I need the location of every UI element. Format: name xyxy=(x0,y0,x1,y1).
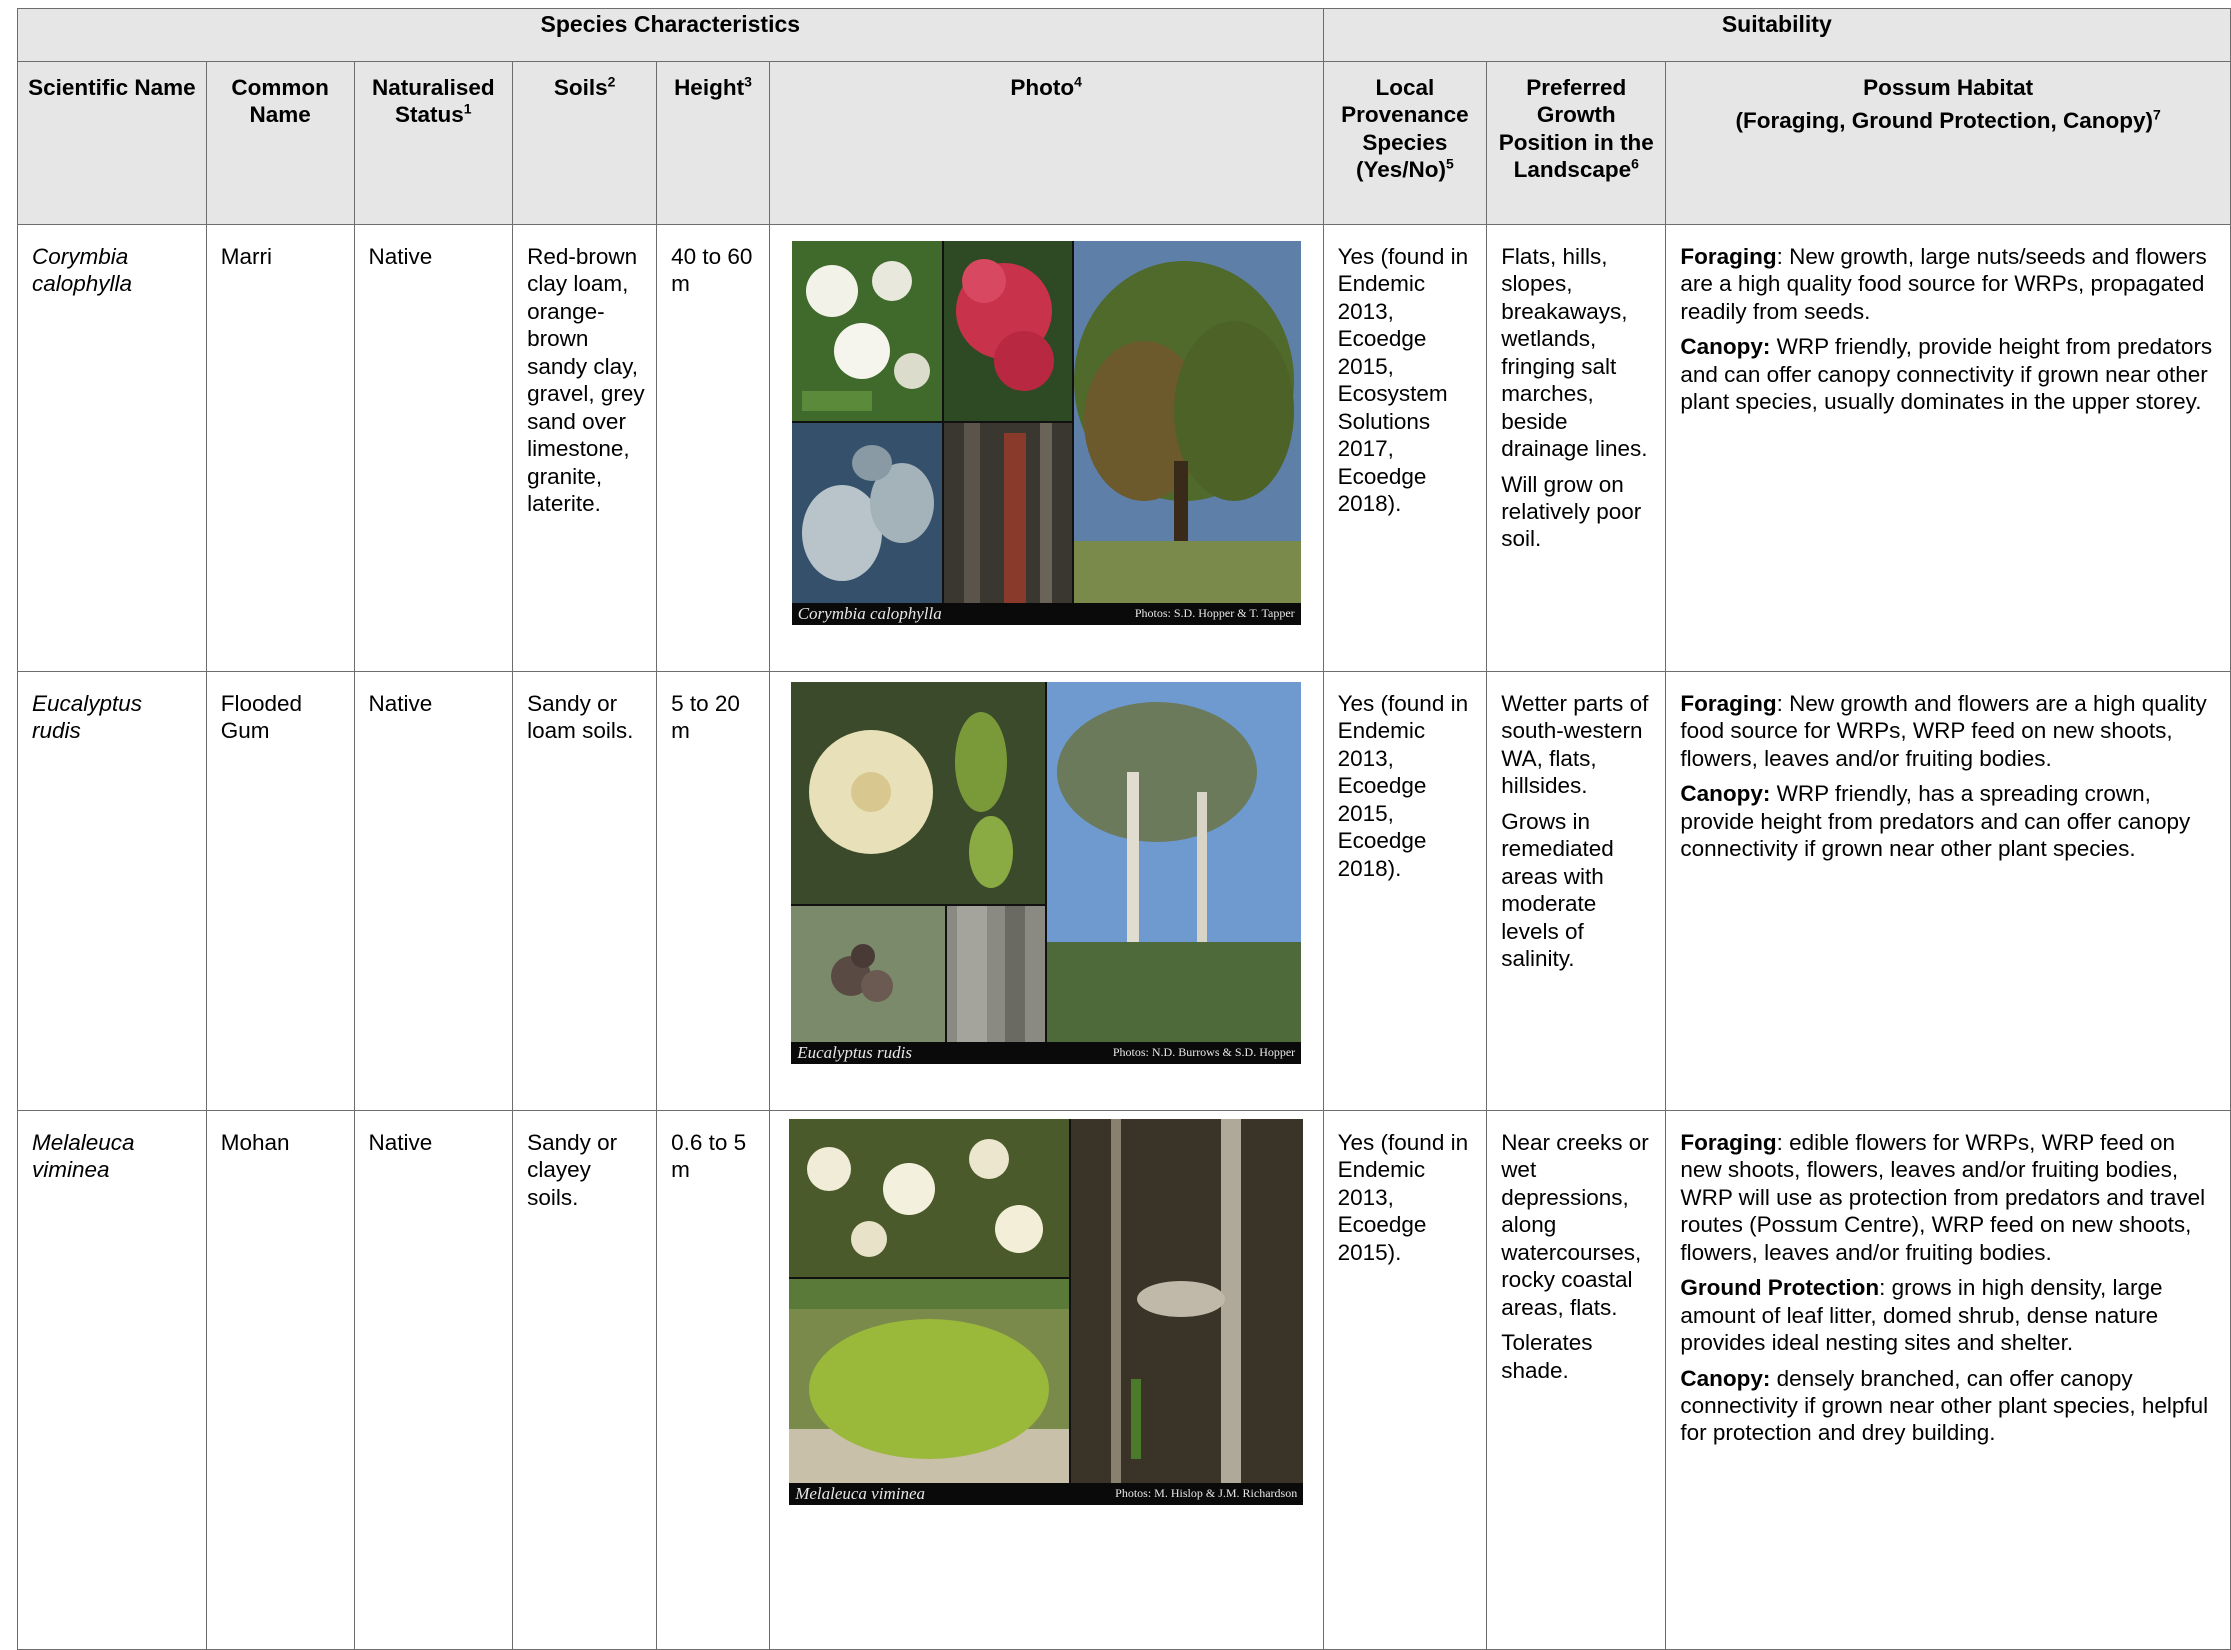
local-provenance-cell: Yes (found in Endemic 2013, Ecoedge 2015, Ecosystem Solutions 2017, Ecoedge 2018). xyxy=(1323,225,1487,672)
table-row xyxy=(18,672,2231,1111)
photo-caption: Corymbia calophylla xyxy=(797,604,942,623)
photo-caption-bar xyxy=(791,1042,1301,1064)
header-scientific-name: Scientific Name xyxy=(18,62,207,225)
soils-cell: Sandy or clayey soils. xyxy=(513,1111,657,1650)
preferred-position-cell: Wetter parts of south-western WA, flats, hillsides. Grows in remediated areas with moderate levels of salinity. xyxy=(1487,672,1666,1111)
photo-caption-bar xyxy=(789,1483,1303,1505)
species-photo-collage xyxy=(791,682,1301,1064)
height-cell: 40 to 60 m xyxy=(657,225,770,672)
scientific-name-cell: Corymbia calophylla xyxy=(18,225,207,672)
header-preferred-growth-position: Preferred Growth Position in the Landscape$^6$ xyxy=(1487,62,1666,225)
header-local-provenance: Local Provenance Species $(Yes/No)^5$ xyxy=(1323,62,1487,225)
species-table xyxy=(17,8,2231,1650)
photo-caption-bar xyxy=(792,603,1301,625)
tree-photo xyxy=(1074,241,1301,603)
photo-credit: Photos: N.D. Burrows & S.D. Hopper xyxy=(1112,1045,1296,1059)
group-header-suitability: Suitability xyxy=(1323,9,2230,62)
table-row xyxy=(18,1111,2231,1650)
status-cell: Native xyxy=(354,1111,513,1650)
bark-photo xyxy=(947,906,1045,1042)
common-name-cell: Marri xyxy=(206,225,354,672)
tree-photo xyxy=(1047,682,1301,1042)
flower-photo xyxy=(791,682,1045,904)
header-common-name: Common Name xyxy=(206,62,354,225)
seed-capsule-photo xyxy=(791,906,945,1042)
local-provenance-cell: Yes (found in Endemic 2013, Ecoedge 2015). xyxy=(1323,1111,1487,1650)
soils-cell: Sandy or loam soils. xyxy=(513,672,657,1111)
table-row xyxy=(18,225,2231,672)
flower-photo xyxy=(792,241,942,421)
scientific-name-cell: Eucalyptus rudis xyxy=(18,672,207,1111)
header-photo: Photo$^4$ xyxy=(769,62,1323,225)
photo-caption: Eucalyptus rudis xyxy=(797,1043,912,1062)
seed-pod-photo xyxy=(792,423,942,603)
red-flower-photo xyxy=(944,241,1072,421)
species-photo-collage xyxy=(789,1119,1303,1505)
soils-cell: Red-brown clay loam, orange-brown sandy clay, gravel, grey sand over limestone, granite, laterite. xyxy=(513,225,657,672)
height-cell: 5 to 20 m xyxy=(657,672,770,1111)
photo-credit: Photos: M. Hislop & J.M. Richardson xyxy=(1115,1486,1298,1500)
possum-habitat-cell: Foraging: New growth, large nuts/seeds and flowers are a high quality food source for WRPs, propagated readily from seeds. Canopy: WRP friendly, provide height from predators and can offer canopy connectivity if grown near other plant species, usually dominates in the upper storey. xyxy=(1666,225,2231,672)
status-cell: Native xyxy=(354,672,513,1111)
preferred-position-cell: Near creeks or wet depressions, along watercourses, rocky coastal areas, flats. Tolerates shade. xyxy=(1487,1111,1666,1650)
flower-photo xyxy=(789,1119,1069,1277)
common-name-cell: Flooded Gum xyxy=(206,672,354,1111)
status-cell: Native xyxy=(354,225,513,672)
local-provenance-cell: Yes (found in Endemic 2013, Ecoedge 2015, Ecoedge 2018). xyxy=(1323,672,1487,1111)
shrub-photo xyxy=(789,1279,1069,1483)
header-soils: Soils$^2$ xyxy=(513,62,657,225)
photo-cell xyxy=(769,1111,1323,1650)
scientific-name-cell: Melaleuca viminea xyxy=(18,1111,207,1650)
header-height: Height$^3$ xyxy=(657,62,770,225)
photo-credit: Photos: S.D. Hopper & T. Tapper xyxy=(1134,606,1295,620)
photo-cell xyxy=(769,225,1323,672)
bark-photo xyxy=(944,423,1072,603)
photo-cell xyxy=(769,672,1323,1111)
photo-caption: Melaleuca viminea xyxy=(795,1484,925,1503)
capsule-branch-photo xyxy=(1071,1119,1303,1483)
possum-habitat-cell: Foraging: New growth and flowers are a high quality food source for WRPs, WRP feed on new shoots, flowers, leaves and/or fruiting bodies. Canopy: WRP friendly, has a spreading crown, provide height from predators and can offer canopy connectivity if grown near other plant species. xyxy=(1666,672,2231,1111)
header-possum-habitat: Possum Habitat (Foraging, Ground Protection, Canopy)$^7$ xyxy=(1666,62,2231,225)
preferred-position-cell: Flats, hills, slopes, breakaways, wetlands, fringing salt marches, beside drainage lines. Will grow on relatively poor soil. xyxy=(1487,225,1666,672)
possum-habitat-cell: Foraging: edible flowers for WRPs, WRP feed on new shoots, flowers, leaves and/or fruiting bodies, WRP will use as protection from predators and travel routes (Possum Centre), WRP feed on new shoots, flowers, leaves and/or fruiting bodies. Ground Protection: grows in high density, large amount of leaf litter, domed shrub, dense nature provides ideal nesting sites and shelter. Canopy: densely branched, can offer canopy connectivity if grown near other plant species, helpful for protection and drey building. xyxy=(1666,1111,2231,1650)
header-naturalised-status: Naturalised Status$^1$ xyxy=(354,62,513,225)
species-photo-collage xyxy=(792,241,1301,625)
height-cell: 0.6 to 5 m xyxy=(657,1111,770,1650)
common-name-cell: Mohan xyxy=(206,1111,354,1650)
group-header-characteristics: Species Characteristics xyxy=(18,9,1324,62)
